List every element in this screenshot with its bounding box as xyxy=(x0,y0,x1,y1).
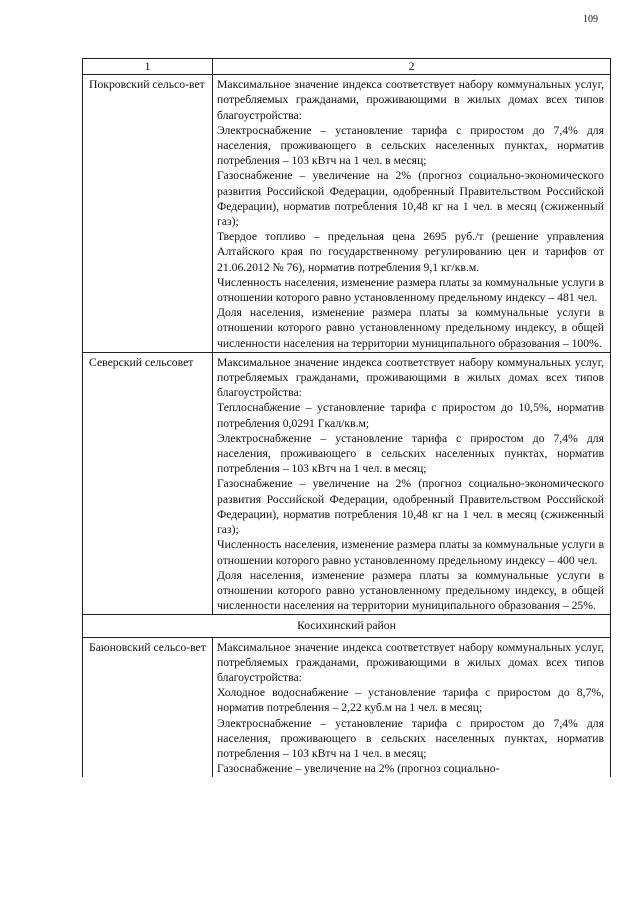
description-paragraph: Максимальное значение индекса соответствует набору коммунальных услуг, потребляемых гражданами, проживающими в жилых домах всех типов благоустройства: xyxy=(217,78,604,122)
table-row-seversky xyxy=(83,352,611,614)
description-paragraph: Численность населения, изменение размера платы за коммунальные услуги в отношении которого равно установленному предельному индексу – 481 чел. xyxy=(217,275,604,305)
settlement-description xyxy=(213,352,611,614)
description-paragraph: Электроснабжение – установление тарифа с приростом до 7,4% для населения, проживающего в сельских населенных пунктах, норматив потребления – 103 кВтч на 1 чел. в месяц; xyxy=(217,716,604,760)
table-row-bayunovsky xyxy=(83,637,611,777)
tariff-table xyxy=(82,58,611,777)
settlement-name: Баюновский сельсо-вет xyxy=(83,637,213,777)
description-paragraph: Электроснабжение – установление тарифа с приростом до 7,4% для населения, проживающего в сельских населенных пунктах, норматив потребления – 103 кВтч на 1 чел. в месяц; xyxy=(217,431,604,476)
table-header-row xyxy=(83,59,611,75)
district-name: Косихинский район xyxy=(83,615,611,637)
description-paragraph: Газоснабжение – увеличение на 2% (прогноз социально-экономического развития Российской Федерации, одобренный Правительством Российской Федерации), норматив потребления 10,48 кг на 1 чел. в месяц (сжиженный газ); xyxy=(217,169,604,229)
description-paragraph: Численность населения, изменение размера платы за коммунальные услуги в отношении которого равно установленному предельному индексу – 400 чел. xyxy=(217,538,604,567)
description-paragraph: Доля населения, изменение размера платы за коммунальные услуги в отношении которого равно установленному предельному индексу, в общей численности населения на территории муниципального образования – 100%. xyxy=(217,306,604,350)
description-paragraph: Доля населения, изменение размера платы за коммунальные услуги в отношении которого равно установленному предельному индексу, в общей численности населения на территории муниципального образования – 25%. xyxy=(217,568,604,613)
description-paragraph: Теплоснабжение – установление тарифа с приростом до 10,5%, норматив потребления 0,0291 Гкал/кв.м; xyxy=(217,401,604,430)
settlement-name: Покровский сельсо-вет xyxy=(83,75,213,353)
description-paragraph: Газоснабжение – увеличение на 2% (прогноз социально- xyxy=(217,762,500,776)
description-paragraph: Газоснабжение – увеличение на 2% (прогноз социально-экономического развития Российской Федерации, одобренный Правительством Российской Федерации), норматив потребления 10,48 кг на 1 чел. в месяц (сжиженный газ); xyxy=(217,477,604,537)
district-header-row xyxy=(83,615,611,637)
description-paragraph: Холодное водоснабжение – установление тарифа с приростом до 8,7%, норматив потребления – 2,22 куб.м на 1 чел. в месяц; xyxy=(217,686,604,715)
description-paragraph: Твердое топливо – предельная цена 2695 руб./т (решение управления Алтайского края по государственному регулированию цен и тарифов от 21.06.2012 № 76), норматив потребления 9,1 кг/кв.м. xyxy=(217,230,604,274)
settlement-description xyxy=(213,637,611,777)
page-number: 109 xyxy=(583,14,598,25)
description-paragraph: Максимальное значение индекса соответствует набору коммунальных услуг, потребляемых гражданами, проживающими в жилых домах всех типов благоустройства: xyxy=(217,355,604,400)
column-header-1: 1 xyxy=(83,59,213,75)
description-paragraph: Максимальное значение индекса соответствует набору коммунальных услуг, потребляемых гражданами, проживающими в жилых домах всех типов благоустройства: xyxy=(217,640,604,684)
table-row-pokrovsky xyxy=(83,75,611,353)
settlement-description xyxy=(213,75,611,353)
description-paragraph: Электроснабжение – установление тарифа с приростом до 7,4% для населения, проживающего в сельских населенных пунктах, норматив потребления – 103 кВтч на 1 чел. в месяц; xyxy=(217,123,604,168)
settlement-name: Северский сельсовет xyxy=(83,352,213,614)
column-header-2: 2 xyxy=(213,59,611,75)
